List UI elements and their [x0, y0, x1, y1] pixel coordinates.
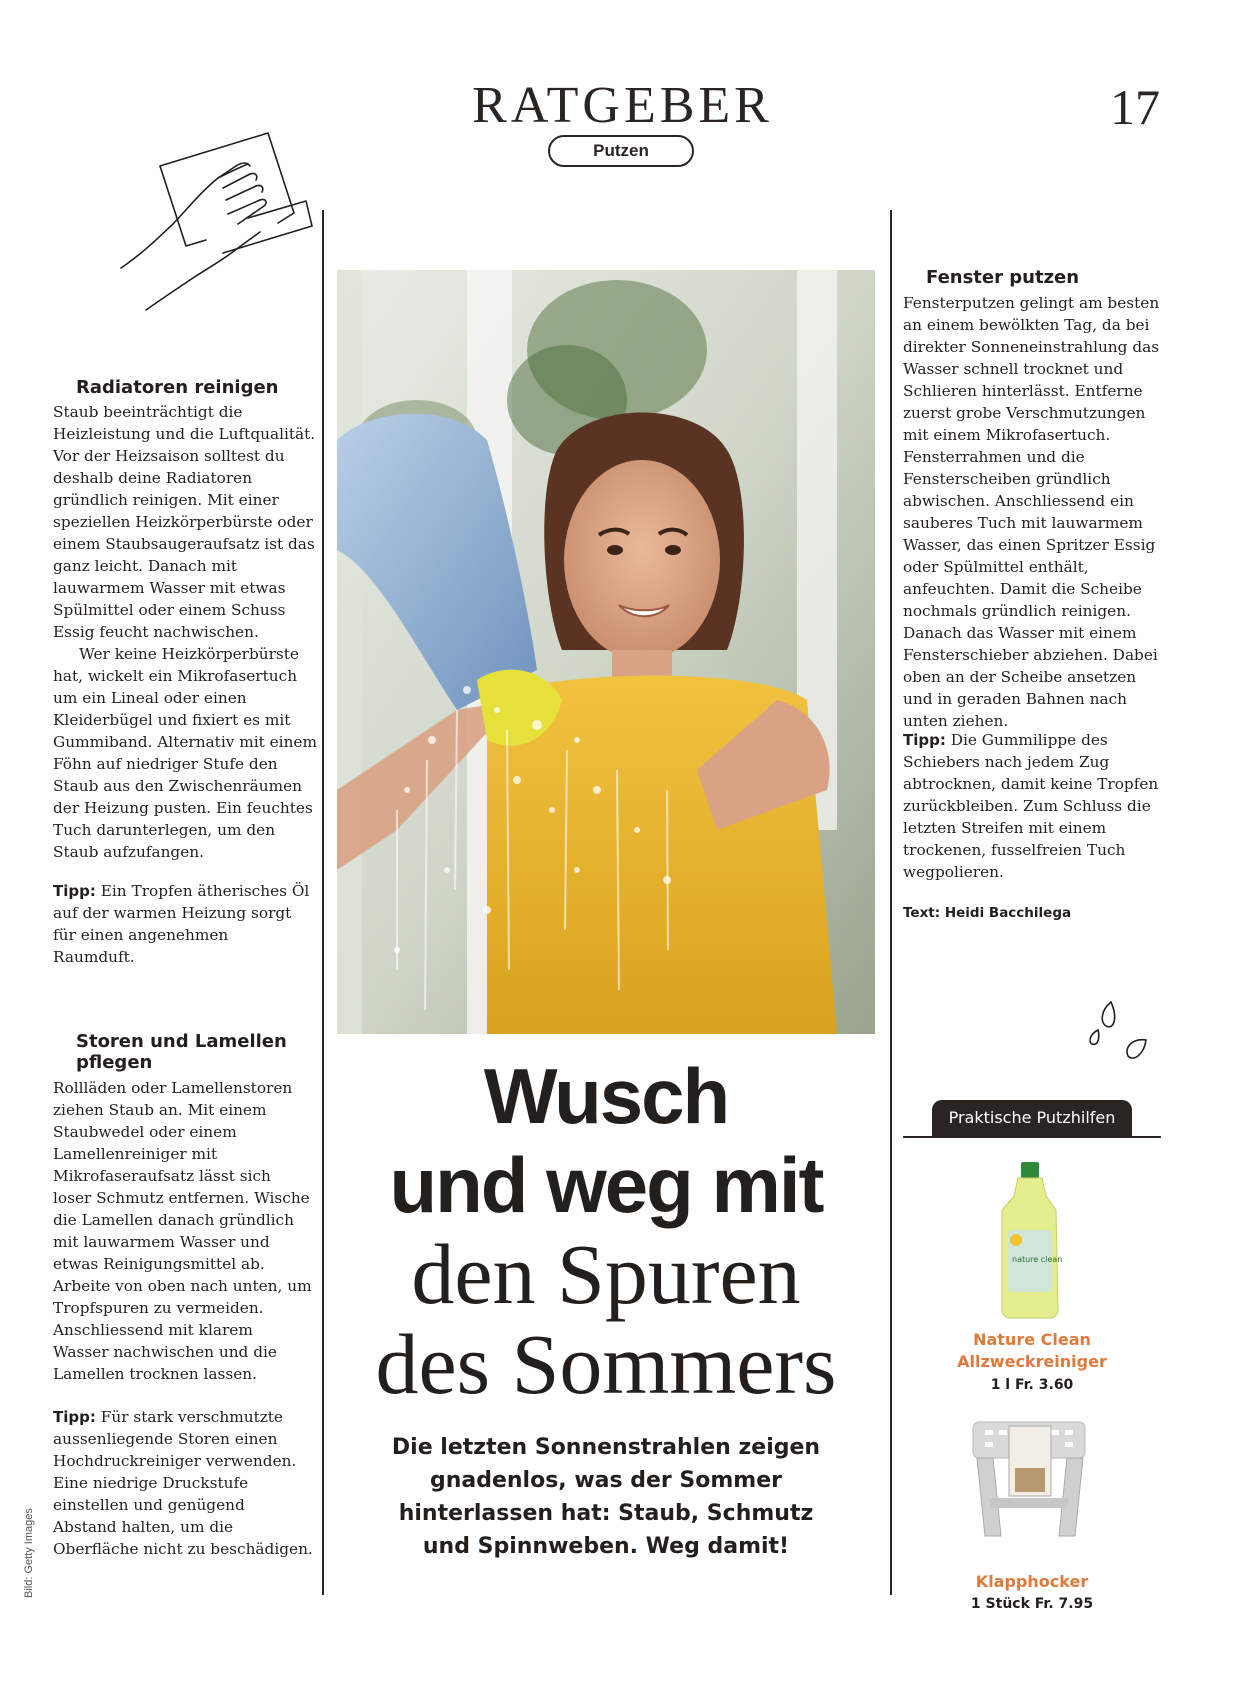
column-rule-left: [322, 210, 324, 1595]
cleaner-bottle-image: [990, 1160, 1070, 1320]
product-1-price-value: Fr. 3.60: [1014, 1377, 1074, 1393]
product-1-amount: 1 l: [990, 1377, 1011, 1393]
lead-line-1: Die letzten Sonnenstrahlen zeigen: [391, 1435, 821, 1460]
headline-line-3: den Spuren: [411, 1226, 801, 1322]
section-tag: Putzen: [548, 135, 694, 167]
product-2-price-value: Fr. 7.95: [1034, 1596, 1094, 1612]
storen-text: [53, 1077, 313, 1385]
bottle-label: nature clean: [1012, 1255, 1063, 1264]
radiatoren-paragraph-2: Wer keine Heizkörperbürste hat, wickelt ein Mikrofasertuch um ein Lineal oder einen Kleiderbügel und fixiert es mit Gummiband. Alternativ mit einem Föhn auf niedriger Stufe den Staub aus den Zwischenräumen der Heizung pusten. Ein feuchtes Tuch darunterlegen, um den Staub aufzufangen.: [53, 645, 317, 861]
storen-title-line-1: Storen und Lamellen: [76, 1031, 287, 1052]
radiatoren-text: [53, 401, 318, 863]
shop-divider: [903, 1136, 1161, 1138]
radiatoren-title: Radiatoren reinigen: [76, 377, 279, 398]
radiatoren-tip-text: Ein Tropfen ätherisches Öl auf der warmen Heizung sorgt für einen angenehmen Raumduft.: [53, 882, 310, 966]
page-number: 17: [1110, 79, 1160, 135]
magazine-title: RATGEBER: [472, 77, 773, 134]
product-1-name: [903, 1329, 1161, 1373]
radiatoren-tip: [53, 880, 313, 968]
storen-tip: [53, 1406, 313, 1560]
product-2-price: [903, 1595, 1161, 1613]
lead-line-4: und Spinnweben. Weg damit!: [422, 1534, 790, 1559]
product-1-name-line-1: Nature Clean: [973, 1330, 1091, 1349]
tip-label: Tipp:: [903, 731, 946, 749]
tip-label: Tipp:: [53, 1408, 96, 1426]
water-drops-icon: [1086, 1000, 1152, 1072]
storen-title-line-2: pflegen: [76, 1052, 153, 1073]
photo-credit-text: Bild: Getty Images: [23, 1508, 35, 1598]
headline-line-2: und weg mit: [389, 1141, 823, 1229]
storen-tip-text: Für stark verschmutzte aussenliegende Storen einen Hochdruckreiniger verwenden. Eine niedrige Druckstufe einstellen und genügend Abstand halten, um die Oberfläche nicht zu beschädigen.: [53, 1408, 313, 1558]
lead-text: [337, 1431, 875, 1563]
radiatoren-paragraph-1: Staub beeinträchtigt die Heizleistung und die Luftqualität. Vor der Heizsaison solltest du deshalb deine Radiatoren gründlich reinigen. Mit einer speziellen Heizkörperbürste oder einem Staubsaugeraufsatz ist das ganz leicht. Danach mit lauwarmem Wasser mit etwas Spülmittel oder einem Schuss Essig feucht nachwischen.: [53, 403, 316, 641]
product-2-name: Klapphocker: [975, 1572, 1089, 1591]
headline-line-4: des Sommers: [375, 1316, 837, 1412]
fenster-tip-text: Die Gummilippe des Schiebers nach jedem Zug abtrocknen, damit keine Tropfen zurückbleiben. Zum Schluss die letzten Streifen mit einem trockenen, fusselfreien Tuch wegpolieren.: [903, 731, 1159, 881]
fenster-title: Fenster putzen: [926, 267, 1080, 288]
product-1-name-line-2: Allzweckreiniger: [957, 1352, 1107, 1371]
fenster-text: [903, 292, 1165, 732]
fenster-tip: [903, 729, 1163, 883]
headline-line-1: Wusch: [483, 1052, 729, 1140]
column-rule-right: [890, 210, 892, 1595]
lead-line-2: gnadenlos, was der Sommer: [429, 1468, 783, 1493]
product-1-price: [903, 1376, 1161, 1394]
hand-wiping-icon: [118, 128, 318, 313]
fenster-paragraph-1: Fensterputzen gelingt am besten an einem bewölkten Tag, da bei direkter Sonneneinstrahlung das Wasser schnell trocknet und Schlieren hinterlässt. Entferne zuerst grobe Verschmutzungen mit einem Mikrofasertuch. Fensterrahmen und die Fensterscheiben gründlich abwischen. Anschliessend ein sauberes Tuch mit lauwarmem Wasser, das einen Spritzer Essig oder Spülmittel enthält, anfeuchten. Damit die Scheibe nochmals gründlich reinigen. Danach das Wasser mit einem Fensterschieber abziehen. Dabei oben an der Scheibe ansetzen und in geraden Bahnen nach unten ziehen.: [903, 294, 1160, 730]
step-stool-image: [965, 1418, 1095, 1543]
storen-paragraph-1: Rollläden oder Lamellenstoren ziehen Staub an. Mit einem Staubwedel oder einem Lamellenreiniger mit Mikrofaseraufsatz lässt sich loser Schmutz entfernen. Wische die Lamellen danach gründlich mit lauwarmem Wasser und etwas Reinigungsmittel ab. Arbeite von oben nach unten, um Tropfspuren zu vermeiden. Anschliessend mit klarem Wasser nachwischen und die Lamellen trocknen lassen.: [53, 1079, 312, 1383]
lead-line-3: hinterlassen hat: Staub, Schmutz: [398, 1501, 814, 1526]
storen-title: [76, 1031, 316, 1073]
tip-label: Tipp:: [53, 882, 96, 900]
hero-photo: [337, 270, 875, 1034]
author-credit: Text: Heidi Bacchilega: [903, 905, 1072, 921]
shop-title: Praktische Putzhilfen: [932, 1100, 1132, 1136]
product-2-amount: 1 Stück: [970, 1596, 1030, 1612]
